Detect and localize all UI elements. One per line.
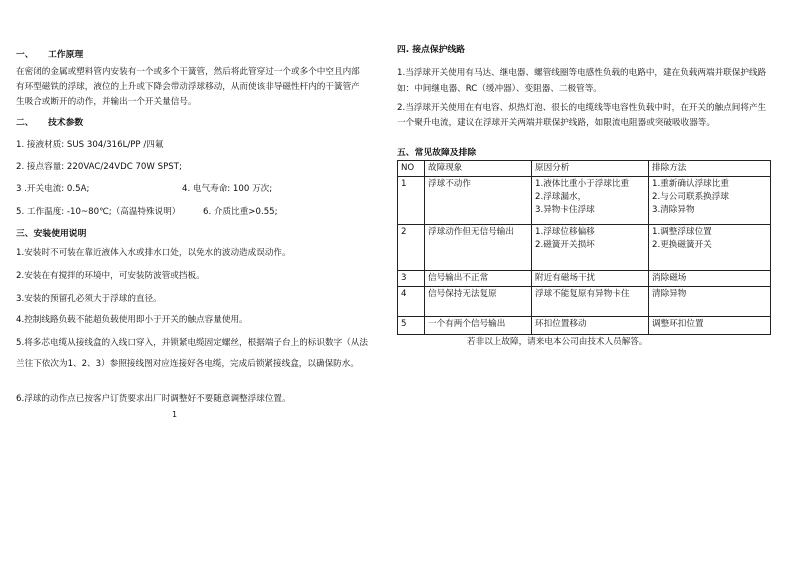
table-row [398,317,771,335]
section-3-heading: 三、安装使用说明 [16,229,87,239]
table-row [398,271,771,287]
row-symptom: 一个有两个信号输出 [425,317,532,335]
header-cause: 原因分析 [532,161,649,177]
section-1-heading: 一、 工作原理 [16,50,84,60]
param-temperature: 5. 工作温度: -10~80℃;（高温特殊说明） [16,207,181,217]
param-current: 3 .开关电流: 0.5A; [16,184,90,194]
row-causes: 浮球不能复原有异物卡住 [532,287,649,317]
param-material: 1. 接液材质: SUS 304/316L/PP /四氟 [16,140,164,150]
header-fix: 排除方法 [649,161,771,177]
row-causes: 1.液体比重小于浮球比重 2.浮球漏水， 3.异物卡住浮球 [532,177,649,225]
row-fixes: 1.调整浮球位置 2.更换磁簧开关 [649,225,771,271]
install-item-1: 1.安装时不可装在靠近液体入水或排水口处，以免水的波动造成误动作。 [16,248,291,258]
section-4-para-1: 1.当浮球开关使用有马达、继电器、螺管线圈等电感性负载的电路中，建在负载两端并联保护线路如：中间继电器、RC（缓冲器）、变阻器、二极管等。 [397,68,767,94]
row-no: 2 [398,225,425,271]
page-number: 1 [172,410,178,419]
install-item-6: 6.浮球的动作点已按客户订货要求出厂时调整好不要随意调整浮球位置。 [16,394,291,404]
section-2-heading: 二、 技术参数 [16,118,84,128]
install-item-3: 3.安装的预留孔必须大于浮球的直径。 [16,294,162,304]
section-5-heading: 五、常见故障及排除 [397,148,477,158]
row-symptom: 浮球不动作 [425,177,532,225]
row-fixes: 消除磁场 [649,271,771,287]
header-no: NO [398,161,425,177]
row-fixes: 调整环扣位置 [649,317,771,335]
row-no: 5 [398,317,425,335]
row-symptom: 浮球动作但无信号输出 [425,225,532,271]
row-causes: 1.浮球位移偏移 2.磁簧开关损坏 [532,225,649,271]
row-symptom: 信号输出不正常 [425,271,532,287]
section-1-body: 在密闭的金属或塑料管内安装有一个或多个干簧管，然后将此管穿过一个或多个中空且内部有环型磁铁的浮球，液位的上升或下降会带动浮球移动，从而使该非导磁性杆内的干簧管产生吸合或断开的动作，并输出一个开关量信号。 [16,67,360,107]
header-symptom: 故障现象 [425,161,532,177]
table-row [398,225,771,271]
fault-table-header [398,161,771,177]
row-causes: 环扣位置移动 [532,317,649,335]
install-item-2: 2.安装在有搅拌的环境中，可安装防波管或挡板。 [16,271,205,281]
row-causes: 附近有磁场干扰 [532,271,649,287]
fault-table-footer: 若非以上故障，请来电本公司由技术人员解答。 [467,337,648,347]
table-row [398,177,771,225]
fault-table [397,160,771,335]
param-life: 4. 电气寿命: 100 万次; [182,184,273,194]
param-density: 6. 介质比重>0.55; [203,207,278,217]
install-item-5: 5.将多芯电缆从接线盒的入线口穿入，并锁紧电缆固定螺丝，根据端子台上的标识数字（从法兰往下依次为1、2、3）参照接线图对应连接好各电缆，完成后锁紧接线盒，以确保防水。 [16,338,368,369]
row-symptom: 信号保持无法复原 [425,287,532,317]
row-no: 1 [398,177,425,225]
row-fixes: 1.重新确认浮球比重 2.与公司联系换浮球 3.清除异物 [649,177,771,225]
section-4-para-2: 2.当浮球开关使用在有电容、炽热灯泡、很长的电缆线等电容性负载中时，在开关的触点间将产生一个聚升电流，建议在浮球开关两端并联保护线路，如限流电阻器或突破吸收器等。 [397,103,767,128]
row-no: 4 [398,287,425,317]
row-fixes: 清除异物 [649,287,771,317]
table-row [398,287,771,317]
install-item-4: 4.控制线路负载不能超负载使用即小于开关的触点容量使用。 [16,315,248,325]
row-no: 3 [398,271,425,287]
section-4-heading: 四. 接点保护线路 [397,45,465,55]
param-contact-capacity: 2. 接点容量: 220VAC/24VDC 70W SPST; [16,162,182,172]
